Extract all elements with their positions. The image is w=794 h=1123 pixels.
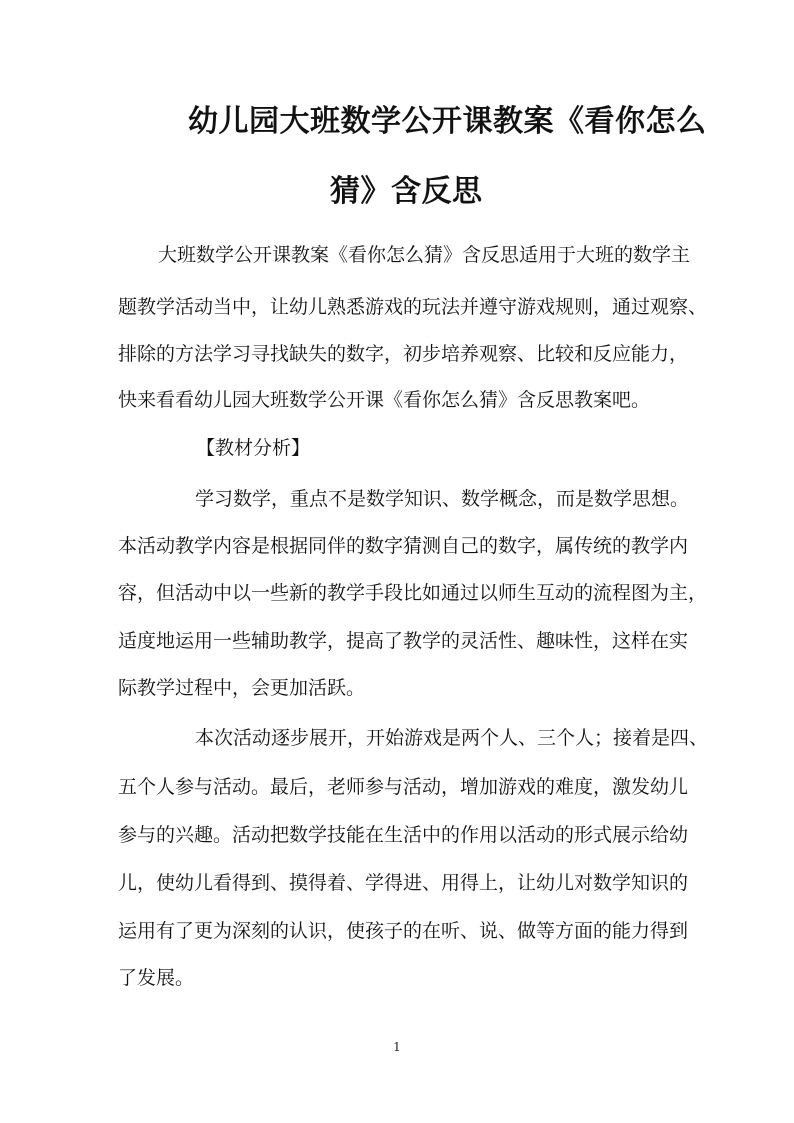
paragraph1-line-1: 学习数学，重点不是数学知识、数学概念，而是数学思想。 — [195, 488, 690, 510]
paragraph2-line-6: 了发展。 — [118, 967, 195, 989]
intro-line-3: 排除的方法学习寻找缺失的数字，初步培养观察、比较和反应能力， — [118, 343, 689, 365]
paragraph2-line-5: 运用有了更为深刻的认识，使孩子的在听、说、做等方面的能力得到 — [118, 920, 689, 942]
paragraph2-line-2: 五个人参与活动。最后，老师参与活动，增加游戏的难度，激发幼儿 — [118, 776, 689, 798]
paragraph1-line-3: 容，但活动中以一些新的教学手段比如通过以师生互动的流程图为主， — [118, 582, 708, 604]
paragraph2-line-4: 儿，使幼儿看得到、摸得着、学得进、用得上，让幼儿对数学知识的 — [118, 872, 689, 894]
paragraph2-line-3: 参与的兴趣。活动把数学技能在生活中的作用以活动的形式展示给幼 — [118, 824, 689, 846]
document-title-line-2: 猜》含反思 — [330, 174, 483, 209]
section-heading: 【教材分析】 — [196, 437, 311, 459]
page-number: 1 — [393, 1040, 401, 1054]
paragraph2-line-1: 本次活动逐步展开，开始游戏是两个人、三个人；接着是四、 — [195, 727, 709, 749]
paragraph1-line-4: 适度地运用一些辅助教学，提高了教学的灵活性、趣味性，这样在实 — [118, 630, 689, 652]
paragraph1-line-2: 本活动教学内容是根据同伴的数字猜测自己的数字，属传统的教学内 — [118, 535, 689, 557]
paragraph1-line-5: 际教学过程中，会更加活跃。 — [118, 677, 366, 699]
document-title-line-1: 幼儿园大班数学公开课教案《看你怎么 — [188, 104, 707, 139]
intro-line-4: 快来看看幼儿园大班数学公开课《看你怎么猜》含反思教案吧。 — [118, 389, 651, 411]
intro-line-2: 题教学活动当中，让幼儿熟悉游戏的玩法并遵守游戏规则，通过观察、 — [118, 296, 708, 318]
intro-line-1: 大班数学公开课教案《看你怎么猜》含反思适用于大班的数学主 — [158, 244, 691, 266]
